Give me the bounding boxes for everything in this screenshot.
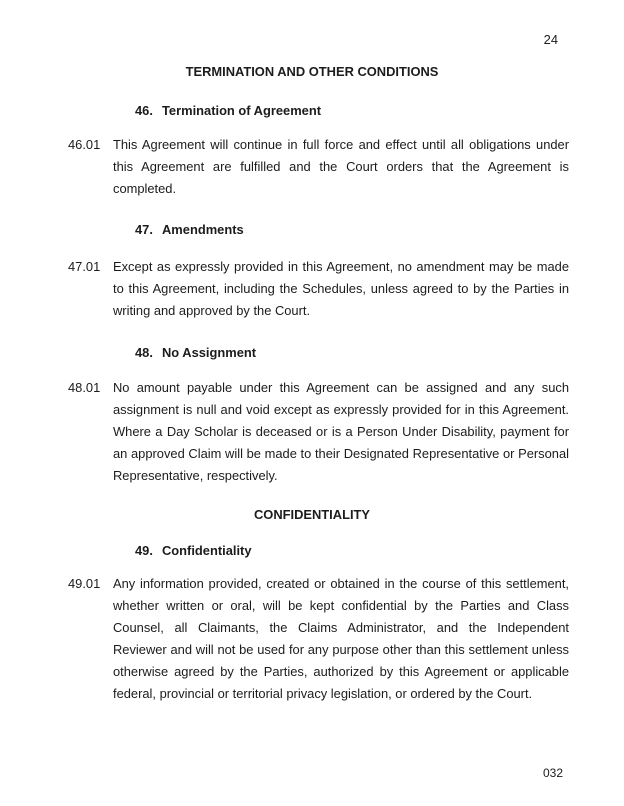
part-heading-termination-and-other-conditions: TERMINATION AND OTHER CONDITIONS bbox=[185, 64, 439, 79]
section-number-46: 46. bbox=[135, 103, 153, 118]
section-heading-49 bbox=[135, 540, 252, 562]
paragraph-text-49-01: Any information provided, created or obtained in the course of this settlement, whether written or oral, will be kept confidential by the Parties and Class Counsel, all Claimants, the Claims Administrator, and the Independent Reviewer and will not be used for any purpose other than this settlement unless otherwise agreed by the Parties, authorized by this Agreement or applicable federal, provincial or territorial privacy legislation, or ordered by the Court. bbox=[113, 576, 569, 702]
section-title-49: Confidentiality bbox=[162, 543, 252, 558]
section-title-48: No Assignment bbox=[162, 345, 257, 360]
paragraph-47-01 bbox=[68, 256, 569, 322]
paragraph-text-46-01: This Agreement will continue in full force and effect until all obligations under this Agreement are fulfilled and the Court orders that the Agreement is completed. bbox=[113, 137, 569, 197]
paragraph-number-47-01: 47.01 bbox=[68, 259, 101, 274]
paragraph-text-48-01: No amount payable under this Agreement can be assigned and any such assignment is null and void except as expressly provided for in this Agreement. Where a Day Scholar is deceased or is a Person Under Disability, payment for an approved Claim will be made to their Designated Representative or Personal Representative, respectively. bbox=[113, 380, 569, 484]
paragraph-48-01 bbox=[68, 377, 569, 487]
paragraph-text-47-01: Except as expressly provided in this Agreement, no amendment may be made to this Agreement, including the Schedules, unless agreed to by the Parties in writing and approved by the Court. bbox=[113, 259, 569, 319]
paragraph-number-49-01: 49.01 bbox=[68, 576, 101, 591]
section-heading-46 bbox=[135, 100, 321, 122]
section-number-47: 47. bbox=[135, 222, 153, 237]
paragraph-46-01 bbox=[68, 134, 569, 200]
section-heading-47 bbox=[135, 219, 244, 241]
section-title-47: Amendments bbox=[162, 222, 244, 237]
paragraph-number-48-01: 48.01 bbox=[68, 380, 101, 395]
section-number-49: 49. bbox=[135, 543, 153, 558]
paragraph-number-46-01: 46.01 bbox=[68, 137, 101, 152]
section-title-46: Termination of Agreement bbox=[162, 103, 321, 118]
paragraph-49-01 bbox=[68, 573, 569, 706]
section-heading-48 bbox=[135, 342, 256, 364]
footer-stamp-number: 032 bbox=[542, 766, 563, 780]
part-heading-confidentiality: CONFIDENTIALITY bbox=[253, 507, 370, 522]
page-number: 24 bbox=[543, 32, 558, 47]
section-number-48: 48. bbox=[135, 345, 153, 360]
